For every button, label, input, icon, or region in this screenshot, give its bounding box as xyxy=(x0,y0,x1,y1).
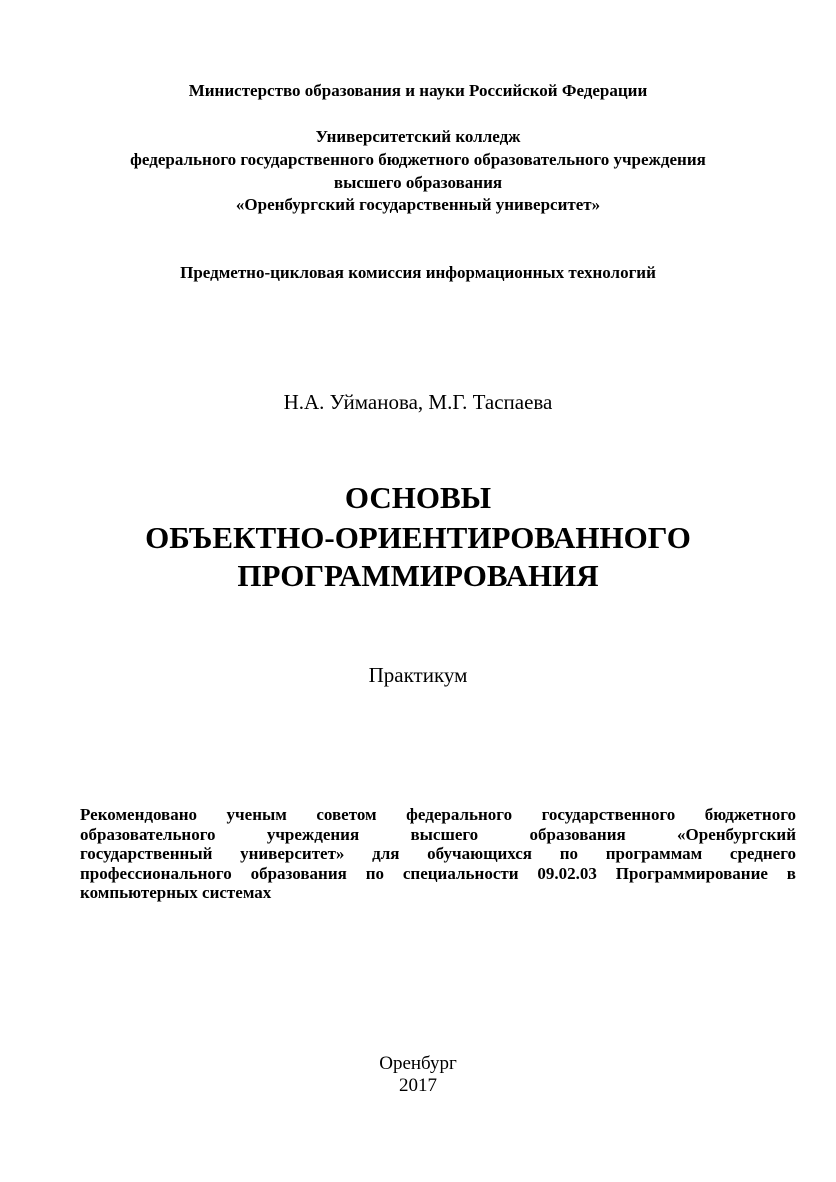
recommendation-line-3: государственный университет» для обучающихся по программам среднего xyxy=(80,844,796,864)
title-line-1: ОСНОВЫ xyxy=(344,480,492,515)
college-line-1: Университетский колледж xyxy=(315,127,521,146)
recommendation-line-2: образовательного учреждения высшего образования «Оренбургский xyxy=(80,824,796,844)
title-line-2: ОБЪЕКТНО-ОРИЕНТИРОВАННОГО xyxy=(145,520,691,555)
ministry-name: Министерство образования и науки Российской Федерации xyxy=(188,81,648,100)
college-line-2: федерального государственного бюджетного образовательного учреждения xyxy=(130,150,706,169)
city: Оренбург xyxy=(379,1053,457,1074)
college-line-4: «Оренбургский государственный университет» xyxy=(235,195,601,214)
college-line-3: высшего образования xyxy=(333,173,503,192)
authors: Н.А. Уйманова, М.Г. Таспаева xyxy=(283,390,553,414)
title-line-3: ПРОГРАММИРОВАНИЯ xyxy=(237,558,599,593)
subtitle: Практикум xyxy=(368,663,468,687)
recommendation-line-5: компьютерных системах xyxy=(80,883,272,903)
recommendation-line-4: профессионального образования по специальности 09.02.03 Программирование в xyxy=(80,863,796,883)
commission-name: Предметно-цикловая комиссия информационных технологий xyxy=(180,263,656,282)
recommendation-text xyxy=(80,805,796,903)
recommendation-line-1: Рекомендовано ученым советом федерального государственного бюджетного xyxy=(80,805,796,824)
year: 2017 xyxy=(399,1075,437,1096)
